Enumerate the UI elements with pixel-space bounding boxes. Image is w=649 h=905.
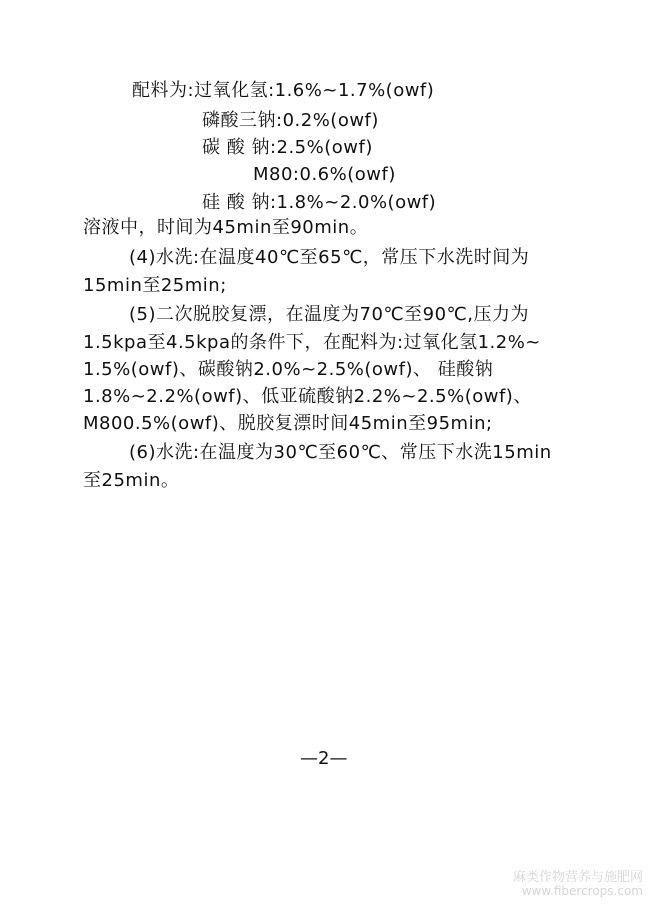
step-5-line: (5)二次脱胶复漂，在温度为70℃至90℃,压力为 <box>129 304 529 325</box>
watermark-url: www.fibercrops.com <box>521 884 643 898</box>
step-5-line: M800.5%(owf)、脱胶复漂时间45min至95min; <box>83 413 493 434</box>
formula-line: 磷酸三钠:0.2%(owf) <box>202 110 379 131</box>
formula-line: 碳 酸 钠:2.5%(owf) <box>202 137 373 158</box>
watermark-title: 麻类作物营养与施肥网 <box>512 870 643 885</box>
page-number: —2— <box>300 748 348 769</box>
formula-line: M80:0.6%(owf) <box>253 164 396 185</box>
formula-line: 硅 酸 钠:1.8%~2.0%(owf) <box>202 192 437 213</box>
step-4-line: 15min至25min; <box>83 275 227 296</box>
step-5-line: 1.8%~2.2%(owf)、低亚硫酸钠2.2%~2.5%(owf)、 <box>83 386 532 407</box>
step-5-line: 1.5kpa至4.5kpa的条件下，在配料为:过氧化氢1.2%~ <box>83 332 541 353</box>
step-6-line: (6)水洗:在温度为30℃至60℃、常压下水洗15min <box>129 442 552 463</box>
body-line: 溶液中，时间为45min至90min。 <box>83 217 369 238</box>
step-5-line: 1.5%(owf)、碳酸钠2.0%~2.5%(owf)、 硅酸钠 <box>83 359 494 380</box>
formula-line: 配料为:过氧化氢:1.6%~1.7%(owf) <box>132 80 435 101</box>
step-6-line: 至25min。 <box>83 470 180 491</box>
step-4-line: (4)水洗:在温度40℃至65℃，常压下水洗时间为 <box>129 247 530 268</box>
